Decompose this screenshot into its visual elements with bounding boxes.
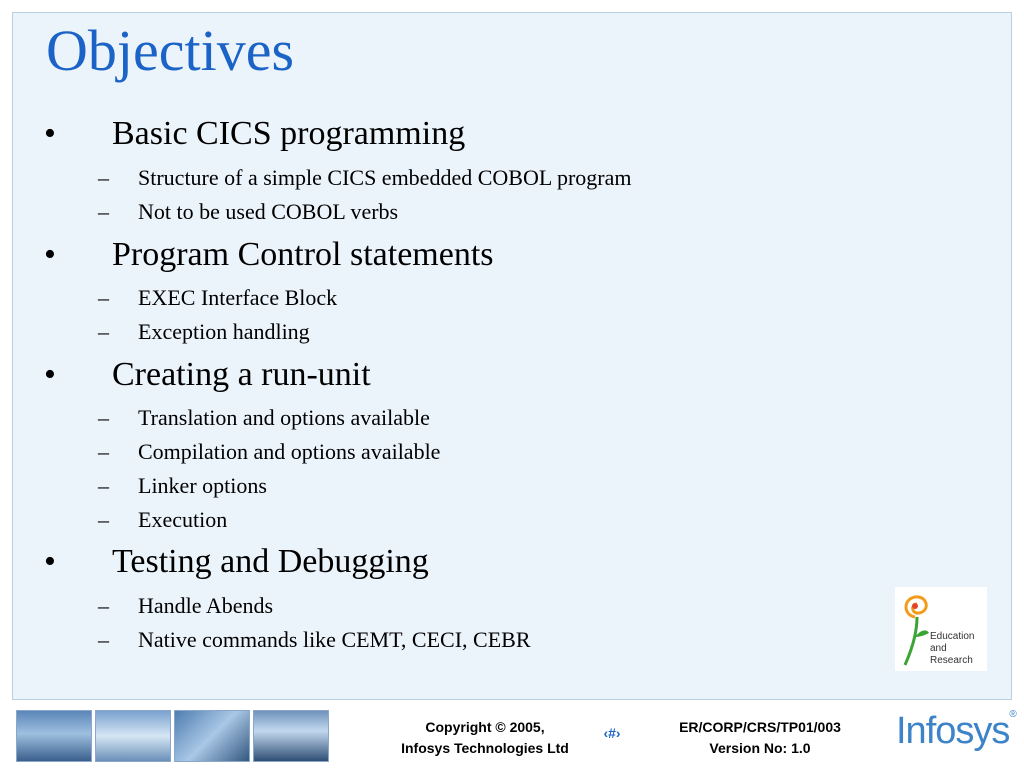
logo-text: Education and Research (930, 631, 975, 666)
sub-item-text: Execution (138, 507, 228, 532)
brand-text: Infosys (896, 710, 1010, 752)
page-number: ‹#› (603, 725, 621, 741)
education-research-logo (895, 587, 987, 671)
footer-photo-4 (253, 710, 329, 762)
dash-icon: – (98, 593, 109, 618)
dash-icon: – (98, 319, 109, 344)
sub-item-text: Native commands like CEMT, CECI, CEBR (138, 627, 531, 652)
bullet-icon: • (44, 115, 56, 152)
bullet-icon: • (44, 356, 56, 393)
sub-item-text: Handle Abends (138, 593, 274, 618)
sub-item-text: EXEC Interface Block (138, 285, 338, 310)
dash-icon: – (98, 473, 109, 498)
dash-icon: – (98, 199, 109, 224)
sub-item-text: Exception handling (138, 319, 310, 344)
bullet-text: Basic CICS programming (112, 115, 466, 152)
bullet-text: Testing and Debugging (112, 543, 429, 580)
dash-icon: – (98, 285, 109, 310)
bullet-text: Creating a run-unit (112, 356, 371, 393)
footer-photo-3 (174, 710, 250, 762)
footer-photo-2 (95, 710, 171, 762)
sub-item-text: Translation and options available (138, 405, 430, 430)
dash-icon: – (98, 507, 109, 532)
registered-mark: ® (1009, 709, 1016, 720)
infosys-logo (896, 709, 1016, 752)
dash-icon: – (98, 439, 109, 464)
dash-icon: – (98, 405, 109, 430)
footer-photo-1 (16, 710, 92, 762)
copyright-line2: Infosys Technologies Ltd (401, 740, 569, 756)
dash-icon: – (98, 627, 109, 652)
dash-icon: – (98, 165, 109, 190)
sub-item-text: Linker options (138, 473, 267, 498)
sub-item-text: Compilation and options available (138, 439, 441, 464)
document-id: ER/CORP/CRS/TP01/003 (679, 719, 841, 735)
slide-title: Objectives (46, 18, 295, 83)
bullet-text: Program Control statements (112, 236, 494, 273)
footer (0, 700, 1024, 768)
bullet-icon: • (44, 236, 56, 273)
version-number: Version No: 1.0 (709, 740, 811, 756)
bullet-icon: • (44, 543, 56, 580)
copyright-line1: Copyright © 2005, (425, 719, 545, 735)
sub-item-text: Structure of a simple CICS embedded COBOL program (138, 165, 632, 190)
sub-item-text: Not to be used COBOL verbs (138, 199, 399, 224)
